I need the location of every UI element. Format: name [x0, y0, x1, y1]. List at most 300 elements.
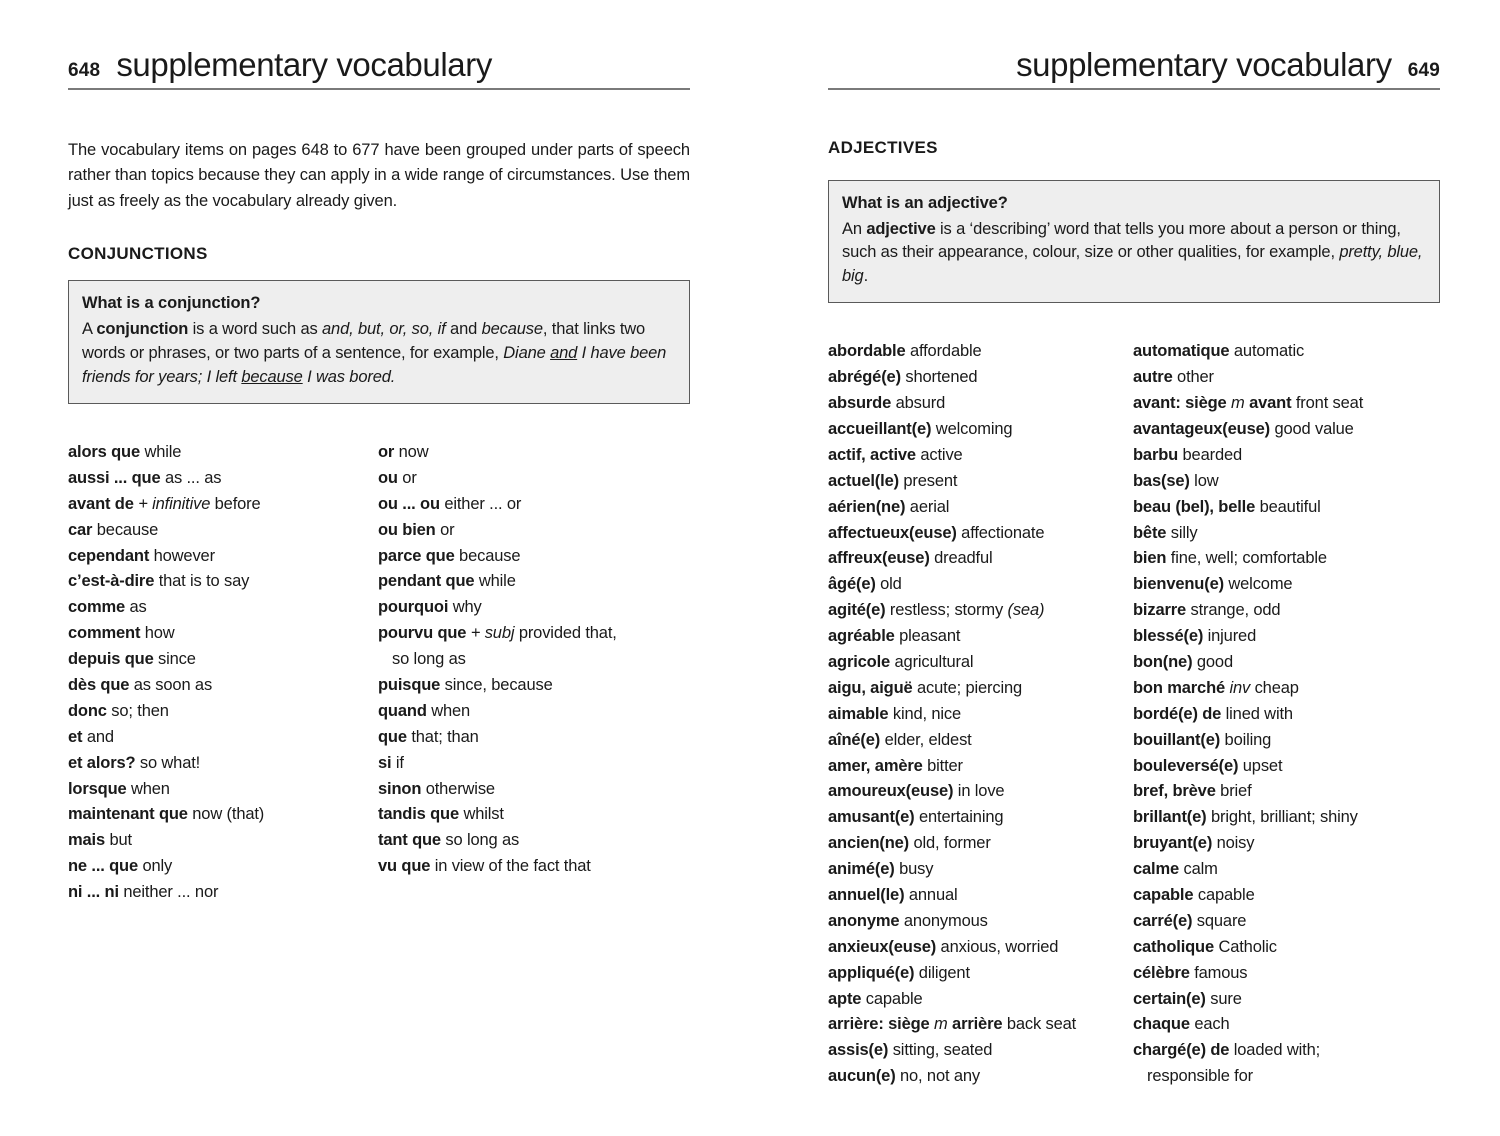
vocab-entry [828, 572, 1133, 598]
running-head-title-right: supplementary vocabulary [1016, 46, 1392, 83]
adjectives-list [828, 339, 1440, 1090]
vocab-entry [68, 544, 378, 570]
vocab-term: ancien(ne) [828, 834, 910, 853]
vocab-term: tant que [378, 831, 441, 850]
defbox-underline-because: because [241, 368, 303, 387]
running-head-title-left: supplementary vocabulary [116, 46, 492, 83]
vocab-gloss: silly [1170, 523, 1198, 542]
vocab-term: bizarre [1133, 601, 1187, 620]
vocab-gloss: while [144, 443, 182, 462]
vocab-entry [1133, 754, 1438, 780]
vocab-term: célèbre [1133, 963, 1190, 982]
vocab-entry [1133, 831, 1438, 857]
vocab-term: c’est-à-dire [68, 572, 155, 591]
vocab-term: arrière: siège [828, 1015, 930, 1034]
vocab-gender-marker: m [934, 1015, 948, 1034]
vocab-entry [828, 987, 1133, 1013]
running-head-left [68, 48, 690, 90]
vocab-entry [1133, 521, 1438, 547]
vocab-term: or [378, 443, 395, 462]
vocab-entry [378, 802, 688, 828]
vocab-term: ou bien [378, 520, 436, 539]
vocab-gloss: present [903, 471, 958, 490]
vocab-term: abrégé(e) [828, 368, 901, 387]
vocab-gloss: as soon as [133, 676, 213, 695]
vocab-term: âgé(e) [828, 575, 876, 594]
vocab-entry [1133, 1012, 1438, 1038]
right-page [750, 0, 1500, 1136]
vocab-gloss: so what! [139, 753, 201, 772]
vocab-term: alors que [68, 443, 141, 462]
vocab-gloss: fine, well; comfortable [1170, 549, 1327, 568]
vocab-entry [68, 828, 378, 854]
vocab-gloss: agricultural [894, 653, 974, 672]
vocab-gloss: now [398, 443, 429, 462]
vocab-entry [378, 569, 688, 595]
vocab-term: agricole [828, 653, 891, 672]
vocab-term: automatique [1133, 342, 1230, 361]
defbox-term-conjunction: conjunction [96, 320, 189, 339]
vocab-entry [1133, 469, 1438, 495]
vocab-gloss: cheap [1254, 678, 1299, 697]
defbox-adj-text-2: is a ‘describing’ word that tells you more about a person or thing, such as their appearance, colour, size or other qualities, for example, [842, 219, 1401, 262]
vocab-term: appliqué(e) [828, 963, 915, 982]
vocab-entry [378, 492, 688, 518]
vocab-entry [828, 883, 1133, 909]
vocab-gloss: whilst [463, 805, 504, 824]
vocab-term: sinon [378, 779, 422, 798]
vocab-gloss: as ... as [164, 468, 222, 487]
defbox-term-adjective: adjective [866, 219, 936, 238]
vocab-gloss: that is to say [158, 572, 250, 591]
vocab-gloss: bearded [1182, 445, 1243, 464]
vocab-entry [378, 751, 688, 777]
vocab-gloss: upset [1242, 756, 1283, 775]
vocab-entry [828, 676, 1133, 702]
defbox-adj-text-1: An [842, 219, 867, 238]
vocab-entry [1133, 909, 1438, 935]
vocab-gloss: how [144, 624, 175, 643]
defbox-adj-text-3: . [863, 267, 869, 286]
vocab-term: cependant [68, 546, 150, 565]
vocab-entry [378, 699, 688, 725]
vocab-term: bienvenu(e) [1133, 575, 1224, 594]
vocab-gloss: each [1194, 1015, 1230, 1034]
vocab-entry [378, 828, 688, 854]
vocab-entry [68, 440, 378, 466]
vocab-entry [828, 805, 1133, 831]
adjectives-column-1 [828, 339, 1133, 1090]
vocab-gloss: bright, brilliant; shiny [1210, 808, 1358, 827]
conjunctions-column-1 [68, 440, 378, 906]
vocab-gloss: while [478, 572, 516, 591]
vocab-gloss: welcome [1228, 575, 1293, 594]
vocab-term: amer, amère [828, 756, 923, 775]
vocab-gloss: now (that) [192, 805, 265, 824]
vocab-gloss: kind, nice [892, 704, 962, 723]
vocab-entry [828, 469, 1133, 495]
vocab-entry [1133, 650, 1438, 676]
vocab-term: puisque [378, 676, 441, 695]
vocab-term: aimable [828, 704, 889, 723]
defbox-sentence-1: Diane [503, 344, 551, 363]
vocab-entry [828, 417, 1133, 443]
vocab-gloss: anxious, worried [940, 937, 1059, 956]
vocab-term: aussi ... que [68, 468, 161, 487]
vocab-gloss: restless; stormy [889, 601, 1004, 620]
vocab-entry [1133, 676, 1438, 702]
vocab-term: certain(e) [1133, 989, 1206, 1008]
vocab-gloss: injured [1207, 627, 1257, 646]
vocab-gloss: active [920, 445, 963, 464]
vocab-entry [828, 909, 1133, 935]
vocab-term: apte [828, 989, 862, 1008]
vocab-term: donc [68, 701, 107, 720]
vocab-term: ou [378, 468, 398, 487]
vocab-term: autre [1133, 368, 1173, 387]
vocab-term: lorsque [68, 779, 127, 798]
vocab-term: absurde [828, 394, 892, 413]
vocab-term: capable [1133, 886, 1194, 905]
vocab-entry [1133, 417, 1438, 443]
vocab-entry [68, 595, 378, 621]
vocab-gloss: when [130, 779, 170, 798]
vocab-gloss: back seat [1006, 1015, 1077, 1034]
vocab-gloss: aerial [909, 497, 950, 516]
vocab-term: actuel(le) [828, 471, 899, 490]
vocab-term: ni ... ni [68, 883, 119, 902]
vocab-gloss: bitter [927, 756, 963, 775]
vocab-gloss: before [214, 494, 261, 513]
vocab-term: bordé(e) de [1133, 704, 1222, 723]
vocab-gloss: noisy [1216, 834, 1255, 853]
vocab-term: calme [1133, 860, 1180, 879]
vocab-entry [828, 702, 1133, 728]
vocab-term: amusant(e) [828, 808, 915, 827]
vocab-term: bon marché [1133, 678, 1226, 697]
vocab-term: aucun(e) [828, 1067, 896, 1086]
vocab-entry [68, 777, 378, 803]
vocab-entry [1133, 728, 1438, 754]
vocab-term: animé(e) [828, 860, 895, 879]
vocab-term: chargé(e) de [1133, 1041, 1230, 1060]
defbox-sentence-2: I have been friends for years; I left [82, 344, 667, 387]
vocab-gloss: or [402, 468, 417, 487]
vocab-entry [1133, 572, 1438, 598]
vocab-term: blessé(e) [1133, 627, 1204, 646]
vocab-gloss: anonymous [903, 911, 988, 930]
vocab-gloss: welcoming [935, 420, 1013, 438]
vocab-entry [828, 754, 1133, 780]
vocab-entry [828, 365, 1133, 391]
vocab-gloss: if [395, 753, 404, 772]
vocab-context-note: (sea) [1007, 601, 1045, 620]
vocab-entry [828, 831, 1133, 857]
vocab-entry [68, 569, 378, 595]
vocab-entry [378, 854, 688, 880]
vocab-entry [1133, 702, 1438, 728]
vocab-entry [1133, 805, 1438, 831]
vocab-gloss: absurd [895, 394, 946, 413]
vocab-gloss: entertaining [918, 808, 1004, 827]
vocab-entry [1133, 961, 1438, 987]
vocab-term: comme [68, 598, 126, 617]
vocab-term: mais [68, 831, 106, 850]
defbox-examples-1: and, but, or, so, if [322, 320, 446, 339]
vocab-term: et alors? [68, 753, 136, 772]
vocab-term: catholique [1133, 937, 1215, 956]
vocab-gloss: old [880, 575, 902, 594]
defbox-adj-examples: pretty, blue, big [842, 243, 1423, 286]
vocab-entry [1133, 1038, 1438, 1090]
vocab-term: annuel(le) [828, 886, 905, 905]
vocab-term: ou ... ou [378, 494, 440, 513]
vocab-term-continued: arrière [952, 1015, 1003, 1034]
vocab-term: vu que [378, 857, 431, 876]
vocab-gloss: affordable [909, 342, 982, 361]
defbox-text-4: , that links two words or phrases, or two parts of a sentence, for example, [82, 320, 646, 363]
vocab-term: affreux(euse) [828, 549, 930, 568]
vocab-gloss: strange, odd [1190, 601, 1281, 620]
vocab-term: que [378, 727, 407, 746]
vocab-term: parce que [378, 546, 455, 565]
vocab-entry [828, 339, 1133, 365]
vocab-gloss: busy [899, 860, 934, 879]
vocab-entry [68, 880, 378, 906]
defbox-underline-and: and [550, 344, 578, 363]
vocab-gloss: otherwise [425, 779, 495, 798]
vocab-entry [1133, 495, 1438, 521]
vocab-entry [68, 492, 378, 518]
definition-box-adjective [828, 180, 1440, 304]
vocab-gloss: loaded with; [1233, 1041, 1321, 1060]
vocab-entry [1133, 779, 1438, 805]
vocab-gloss: beautiful [1259, 497, 1321, 516]
vocab-term: assis(e) [828, 1041, 889, 1060]
vocab-term: bien [1133, 549, 1167, 568]
vocab-gloss: front seat [1295, 394, 1364, 413]
defbox-text-2: is a word such as [188, 320, 323, 339]
vocab-gloss: but [109, 831, 132, 850]
vocab-gloss: diligent [918, 963, 970, 982]
vocab-term: actif, active [828, 445, 916, 464]
vocab-gloss: because [96, 520, 159, 539]
section-heading-conjunctions: CONJUNCTIONS [68, 244, 208, 264]
vocab-entry [828, 779, 1133, 805]
page-number-left: 648 [68, 60, 101, 81]
vocab-term: carré(e) [1133, 911, 1193, 930]
vocab-entry [378, 466, 688, 492]
vocab-term: avantageux(euse) [1133, 420, 1270, 438]
vocab-gloss: when [431, 701, 471, 720]
vocab-gloss: boiling [1224, 730, 1272, 749]
vocab-gloss: either ... or [444, 494, 522, 513]
vocab-gloss: good value [1274, 420, 1354, 438]
vocab-gloss: old, former [913, 834, 991, 853]
vocab-gloss: automatic [1233, 342, 1305, 361]
vocab-term: quand [378, 701, 427, 720]
vocab-entry [828, 961, 1133, 987]
vocab-entry [1133, 443, 1438, 469]
vocab-entry [828, 728, 1133, 754]
defbox-sentence-3: I was bored. [302, 368, 396, 387]
vocab-gloss: capable [1197, 886, 1255, 905]
vocab-entry [68, 466, 378, 492]
vocab-entry [68, 647, 378, 673]
conjunctions-column-2 [378, 440, 688, 906]
vocab-term: tandis que [378, 805, 460, 824]
vocab-entry [378, 595, 688, 621]
vocab-entry [378, 777, 688, 803]
vocab-gloss: square [1196, 911, 1247, 930]
conjunctions-list [68, 440, 690, 906]
vocab-term: bon(ne) [1133, 653, 1193, 672]
vocab-entry [1133, 883, 1438, 909]
vocab-entry [68, 621, 378, 647]
vocab-entry [828, 624, 1133, 650]
vocab-term: comment [68, 624, 141, 643]
vocab-gloss: in view of the fact that [434, 857, 591, 876]
page-number-right: 649 [1407, 60, 1440, 81]
vocab-grammar-note: + subj [470, 624, 515, 643]
vocab-entry [1133, 365, 1438, 391]
vocab-gloss: elder, eldest [884, 730, 972, 749]
vocab-entry [68, 518, 378, 544]
vocab-term: bas(se) [1133, 471, 1190, 490]
vocab-term: car [68, 520, 93, 539]
vocab-gloss: famous [1194, 963, 1248, 982]
vocab-gloss: so long as [445, 831, 520, 850]
vocab-term-continued: avant [1249, 394, 1292, 413]
defbox-examples-2: because [481, 320, 543, 339]
vocab-term: barbu [1133, 445, 1179, 464]
vocab-gloss: sure [1210, 989, 1242, 1008]
vocab-term: agréable [828, 627, 895, 646]
vocab-term: agité(e) [828, 601, 886, 620]
vocab-gloss: since [158, 650, 196, 669]
vocab-entry [68, 751, 378, 777]
vocab-gloss: in love [957, 782, 1005, 801]
vocab-entry [68, 699, 378, 725]
vocab-entry [828, 935, 1133, 961]
vocab-term: affectueux(euse) [828, 523, 957, 542]
vocab-term: et [68, 727, 83, 746]
vocab-entry [828, 650, 1133, 676]
vocab-term: beau (bel), belle [1133, 497, 1256, 516]
vocab-term: chaque [1133, 1015, 1190, 1034]
vocab-term: pendant que [378, 572, 475, 591]
vocab-term: depuis que [68, 650, 154, 669]
vocab-gloss: as [129, 598, 147, 617]
definition-box-conjunction [68, 280, 690, 404]
vocab-gloss: calm [1183, 860, 1218, 879]
vocab-term: ne ... que [68, 857, 139, 876]
vocab-term: bouleversé(e) [1133, 756, 1239, 775]
vocab-entry [828, 1038, 1133, 1064]
vocab-gloss: good [1196, 653, 1233, 672]
vocab-gloss: brief [1220, 782, 1252, 801]
vocab-gloss: that; than [411, 727, 479, 746]
vocab-entry [378, 518, 688, 544]
vocab-entry [68, 854, 378, 880]
vocab-gloss: because [459, 546, 521, 565]
vocab-entry [1133, 598, 1438, 624]
vocab-entry [1133, 987, 1438, 1013]
vocab-gloss: capable [865, 989, 923, 1008]
vocab-entry [828, 546, 1133, 572]
vocab-grammar-note: inv [1229, 678, 1251, 697]
vocab-term: dès que [68, 676, 130, 695]
vocab-grammar-note: + infinitive [138, 494, 211, 513]
vocab-gloss-continuation: so long as [392, 650, 466, 669]
vocab-term: abordable [828, 342, 906, 361]
vocab-entry [828, 1012, 1133, 1038]
vocab-entry [378, 725, 688, 751]
vocab-gloss: or [440, 520, 455, 539]
vocab-gloss-continuation: responsible for [1147, 1067, 1253, 1086]
definition-box-body [82, 318, 676, 390]
adjectives-column-2 [1133, 339, 1438, 1090]
vocab-entry [378, 673, 688, 699]
vocab-gloss: dreadful [934, 549, 993, 568]
vocab-entry [828, 391, 1133, 417]
vocab-entry [68, 673, 378, 699]
vocab-term: aérien(ne) [828, 497, 906, 516]
vocab-entry [828, 521, 1133, 547]
vocab-term: brillant(e) [1133, 808, 1207, 827]
intro-paragraph: The vocabulary items on pages 648 to 677 have been grouped under parts of speech rather than topics because they can apply in a wide range of circumstances. Use them just as freely as the vocabulary already given. [68, 140, 690, 210]
vocab-gloss: and [86, 727, 114, 746]
vocab-term: anonyme [828, 911, 900, 930]
vocab-entry [68, 725, 378, 751]
vocab-gloss: sitting, seated [892, 1041, 993, 1060]
vocab-gloss: why [452, 598, 482, 617]
vocab-gloss: other [1177, 368, 1214, 387]
definition-box-body-adjective [842, 218, 1426, 290]
vocab-gloss: since, because [444, 676, 553, 695]
vocab-gloss: annual [908, 886, 958, 905]
vocab-entry [828, 495, 1133, 521]
vocab-gloss: affectionate [961, 523, 1045, 542]
vocab-term: accueillant(e) [828, 420, 932, 438]
vocab-entry [378, 440, 688, 466]
running-head-right [828, 48, 1440, 90]
vocab-entry [68, 802, 378, 828]
vocab-entry [828, 443, 1133, 469]
vocab-gender-marker: m [1231, 394, 1245, 413]
vocab-entry [378, 621, 688, 673]
vocab-term: avant de [68, 494, 134, 513]
vocab-term: anxieux(euse) [828, 937, 937, 956]
vocab-term: amoureux(euse) [828, 782, 954, 801]
vocab-entry [828, 598, 1133, 624]
vocab-term: avant: siège [1133, 394, 1227, 413]
vocab-term: bouillant(e) [1133, 730, 1221, 749]
vocab-term: pourquoi [378, 598, 449, 617]
vocab-entry [828, 1064, 1133, 1090]
vocab-gloss: provided that, [518, 624, 617, 643]
vocab-gloss: only [142, 857, 173, 876]
vocab-entry [1133, 857, 1438, 883]
defbox-text-1: A [82, 320, 97, 339]
vocab-term: aîné(e) [828, 730, 881, 749]
vocab-term: bête [1133, 523, 1167, 542]
vocab-gloss: Catholic [1218, 937, 1277, 956]
vocab-entry [1133, 391, 1438, 417]
vocab-entry [1133, 935, 1438, 961]
vocab-entry [378, 544, 688, 570]
vocab-gloss: acute; piercing [916, 678, 1023, 697]
